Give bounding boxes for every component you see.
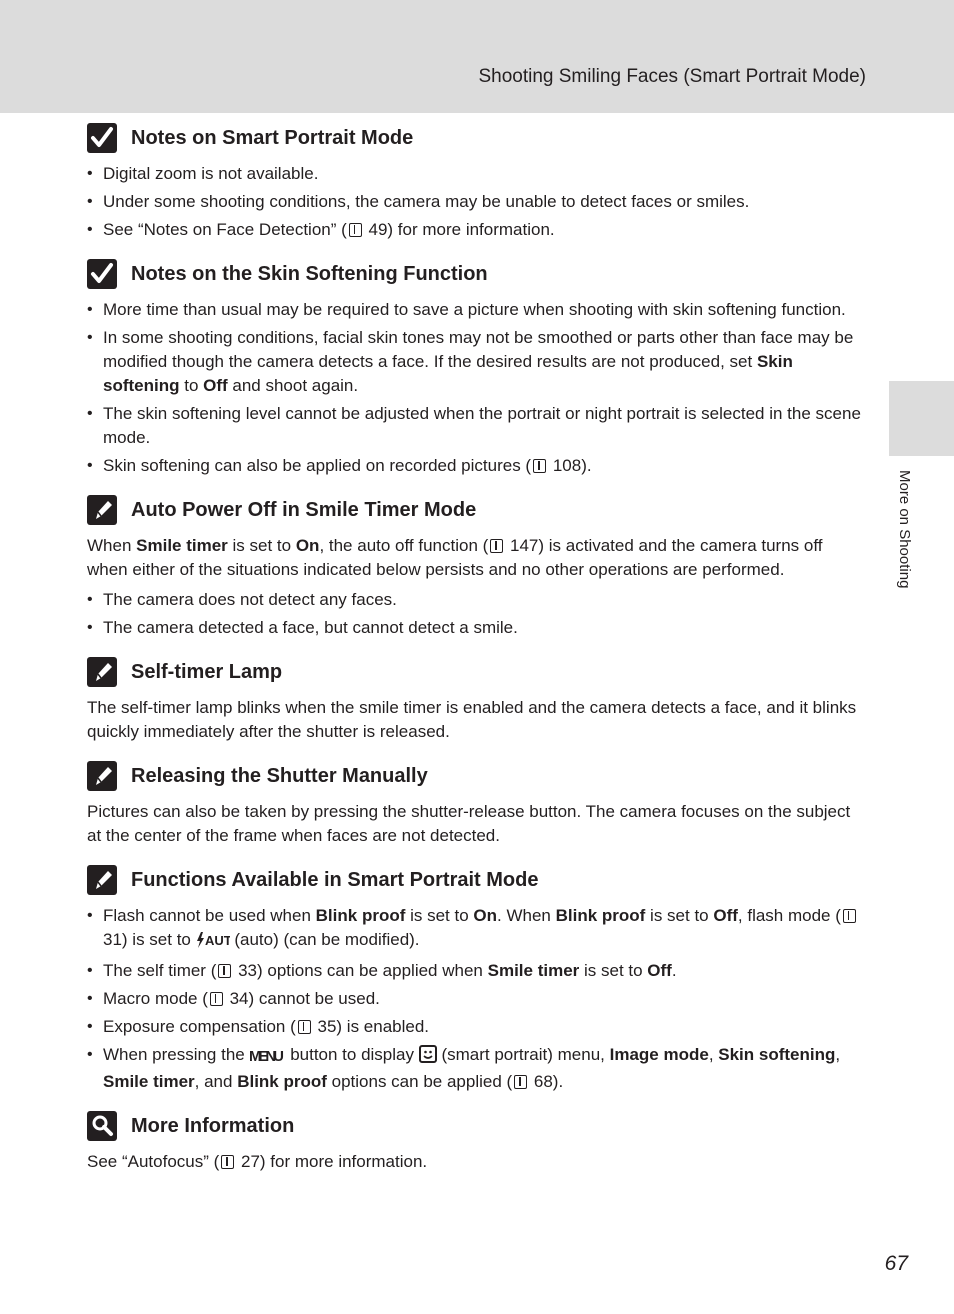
- section-paragraph: Pictures can also be taken by pressing the shutter-release button. The camera focuses on the subject at the center of the frame when faces are not detected.: [87, 802, 851, 845]
- page-content: [87, 120, 865, 1174]
- section-title: Notes on Smart Portrait Mode: [131, 126, 414, 149]
- section-paragraph: The self-timer lamp blinks when the smile timer is enabled and the camera detects a face, and it blinks quickly immediately after the shutter is released.: [87, 698, 857, 741]
- checkmark-caution-icon: [87, 259, 117, 289]
- section-more-information: [87, 1108, 865, 1174]
- list-item: • Flash cannot be used when Blink proof is set to On. When Blink proof is set to Off, flash mode ( 31) is set to AUT (auto) (can be modified).: [87, 904, 865, 955]
- pencil-note-icon: [87, 657, 117, 687]
- smart-portrait-icon: [419, 1045, 437, 1070]
- list-item: • Digital zoom is not available.: [87, 162, 865, 186]
- magnifier-info-icon: [87, 1111, 117, 1141]
- section-functions-available: [87, 862, 865, 1094]
- section-auto-power-off: [87, 492, 865, 640]
- running-header-title: Shooting Smiling Faces (Smart Portrait Mode): [478, 66, 866, 87]
- section-self-timer-lamp: [87, 654, 865, 744]
- book-reference-icon: [490, 539, 503, 553]
- section-title: Notes on the Skin Softening Function: [131, 262, 488, 285]
- chapter-side-tab: [889, 381, 954, 456]
- section-title: Auto Power Off in Smile Timer Mode: [131, 498, 477, 521]
- section-heading: [87, 758, 865, 794]
- section-releasing-shutter: [87, 758, 865, 848]
- section-paragraph: See “Autofocus” ( 27) for more information.: [87, 1152, 428, 1171]
- book-reference-icon: [514, 1075, 527, 1089]
- list-item: • Macro mode ( 34) cannot be used.: [87, 987, 865, 1011]
- list-item: • The camera does not detect any faces.: [87, 588, 865, 612]
- section-heading: [87, 120, 865, 156]
- section-title: Releasing the Shutter Manually: [131, 764, 428, 787]
- section-title: Functions Available in Smart Portrait Mode: [131, 868, 539, 891]
- section-notes-smart-portrait: [87, 120, 865, 242]
- svg-text:AUTO: AUT: [204, 933, 230, 948]
- flash-auto-icon: [196, 931, 230, 955]
- section-heading: [87, 256, 865, 292]
- list-item: • See “Notes on Face Detection” ( 49) for more information.: [87, 218, 865, 242]
- section-paragraph: When Smile timer is set to On, the auto off function ( 147) is activated and the camera turns off when either of the situations indicated below persists and no other operations are performed.: [87, 536, 823, 579]
- section-heading: [87, 862, 865, 898]
- section-skin-softening: [87, 256, 865, 478]
- book-reference-icon: [218, 964, 231, 978]
- list-item: • More time than usual may be required to save a picture when shooting with skin softening function.: [87, 298, 865, 322]
- section-heading: [87, 654, 865, 690]
- book-reference-icon: [843, 909, 856, 923]
- menu-button-icon: [249, 1046, 285, 1070]
- list-item: • The self timer ( 33) options can be applied when Smile timer is set to Off.: [87, 959, 865, 983]
- pencil-note-icon: [87, 495, 117, 525]
- list-item: • Skin softening can also be applied on recorded pictures ( 108).: [87, 454, 865, 478]
- pencil-note-icon: [87, 865, 117, 895]
- book-reference-icon: [533, 459, 546, 473]
- section-title: Self-timer Lamp: [131, 660, 283, 683]
- list-item: • In some shooting conditions, facial skin tones may not be smoothed or parts other than face may be modified though the camera detects a face. If the desired results are not produced, set Skin softening to Off and shoot again.: [87, 326, 865, 398]
- header-band: [0, 0, 954, 113]
- svg-text:MENU: MENU: [249, 1048, 285, 1063]
- list-item: • Exposure compensation ( 35) is enabled.: [87, 1015, 865, 1039]
- checkmark-caution-icon: [87, 123, 117, 153]
- pencil-note-icon: [87, 761, 117, 791]
- section-heading: [87, 1108, 865, 1144]
- book-reference-icon: [221, 1155, 234, 1169]
- list-item: • The camera detected a face, but cannot detect a smile.: [87, 616, 865, 640]
- page-number: 67: [884, 1252, 908, 1275]
- book-reference-icon: [298, 1020, 311, 1034]
- section-heading: [87, 492, 865, 528]
- list-item: • Under some shooting conditions, the camera may be unable to detect faces or smiles.: [87, 190, 865, 214]
- chapter-side-label: More on Shooting: [896, 470, 913, 589]
- book-reference-icon: [210, 992, 223, 1006]
- section-title: More Information: [131, 1114, 295, 1137]
- list-item: • When pressing the MENU button to display (smart portrait) menu, Image mode, Skin softening, Smile timer, and Blink proof options can be applied ( 68).: [87, 1043, 865, 1094]
- list-item: • The skin softening level cannot be adjusted when the portrait or night portrait is selected in the scene mode.: [87, 402, 865, 450]
- book-reference-icon: [349, 223, 362, 237]
